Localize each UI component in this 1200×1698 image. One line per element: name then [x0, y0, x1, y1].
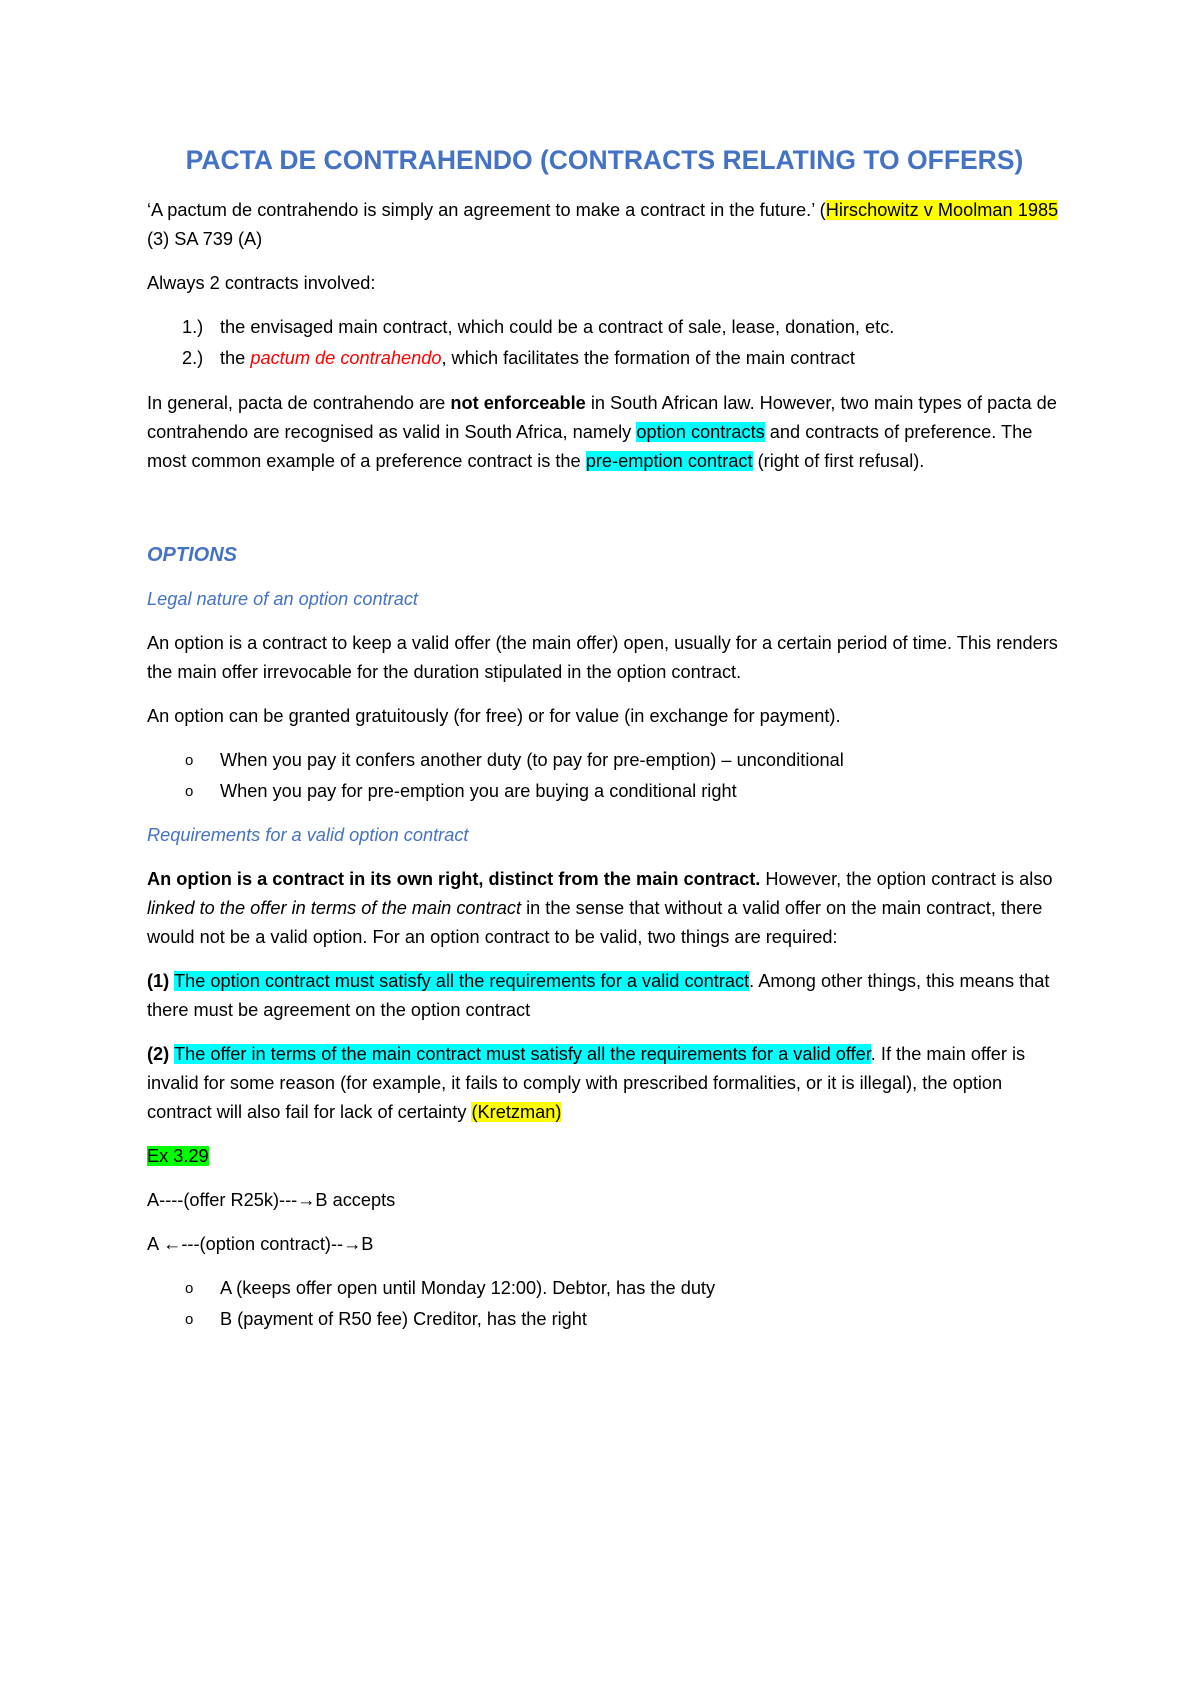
- pre-emption-highlight: pre-emption contract: [585, 451, 753, 471]
- list-item: [147, 745, 1062, 776]
- requirement-2-highlight: The offer in terms of the main contract must satisfy all the requirements for a valid offer: [173, 1044, 871, 1064]
- case-citation-highlight: Hirschowitz v Moolman 1985: [825, 200, 1059, 220]
- bullet-text: When you pay for pre-emption you are buying a conditional right: [220, 781, 737, 801]
- general-text-4: (right of first refusal).: [752, 451, 925, 471]
- example-label-paragraph: [147, 1142, 1062, 1171]
- legal-nature-paragraph-1: An option is a contract to keep a valid offer (the main offer) open, usually for a certain period of time. This renders the main offer irrevocable for the duration stipulated in the option contract.: [147, 633, 1058, 682]
- requirements-paragraph: [147, 865, 1062, 952]
- requirements-text-2: in the sense that without a valid offer on the main contract, there would not be a valid option. For an option contract to be valid, two things are required:: [147, 898, 1043, 947]
- document-content: [147, 140, 1062, 1335]
- general-text: In general, pacta de contrahendo are: [147, 393, 451, 413]
- always-paragraph: Always 2 contracts involved:: [147, 273, 376, 293]
- legal-nature-paragraph-2: An option can be granted gratuitously (for free) or for value (in exchange for payment).: [147, 706, 841, 726]
- payment-bullets: [147, 745, 1062, 807]
- intro-quote: ‘A pactum de contrahendo is simply an agreement to make a contract in the future.’ (: [147, 200, 826, 220]
- requirements-text: However, the option contract is also: [760, 869, 1053, 889]
- requirement-2: [147, 1040, 1062, 1127]
- bullet-icon: o: [185, 752, 194, 769]
- list-item: [147, 312, 1062, 343]
- bullet-text: When you pay it confers another duty (to pay for pre-emption) – unconditional: [220, 750, 844, 770]
- bullet-icon: o: [185, 783, 194, 800]
- list-item: [147, 343, 1062, 374]
- requirement-number: (1): [147, 971, 170, 991]
- list-item: [147, 1273, 1062, 1304]
- page-title: PACTA DE CONTRAHENDO (CONTRACTS RELATING TO OFFERS): [185, 145, 1024, 175]
- options-heading: OPTIONS: [147, 544, 238, 566]
- not-enforceable-bold: not enforceable: [450, 393, 586, 413]
- example-line-1: A----(offer R25k)---→B accepts: [147, 1190, 396, 1210]
- intro-citation: (3) SA 739 (A): [147, 229, 263, 249]
- requirements-heading: Requirements for a valid option contract: [147, 825, 469, 845]
- bullet-icon: o: [185, 1280, 194, 1297]
- list-item-text-rest: , which facilitates the formation of the main contract: [441, 348, 855, 368]
- general-paragraph: [147, 389, 1062, 476]
- list-number: 2.): [182, 348, 204, 368]
- requirement-1-highlight: The option contract must satisfy all the requirements for a valid contract: [173, 971, 750, 991]
- requirement-number: (2): [147, 1044, 170, 1064]
- legal-nature-heading: Legal nature of an option contract: [147, 589, 418, 609]
- list-item-text: the envisaged main contract, which could be a contract of sale, lease, donation, etc.: [220, 317, 895, 337]
- requirements-bold: An option is a contract in its own right, distinct from the main contract.: [147, 869, 761, 889]
- bullet-text: A (keeps offer open until Monday 12:00). Debtor, has the duty: [220, 1278, 716, 1298]
- general-text-3: and contracts of preference. The most common example of a preference contract is the: [147, 422, 1033, 471]
- list-item-text: the: [220, 348, 251, 368]
- requirement-1-text: . Among other things, this means that there must be agreement on the option contract: [147, 971, 1050, 1020]
- bullet-icon: o: [185, 1311, 194, 1328]
- requirements-italic: linked to the offer in terms of the main contract: [147, 898, 522, 918]
- contracts-list: [147, 312, 1062, 374]
- list-item: [147, 776, 1062, 807]
- requirement-1: [147, 967, 1062, 1025]
- example-label: Ex 3.29: [147, 1146, 209, 1166]
- pactum-emphasis: pactum de contrahendo: [250, 348, 442, 368]
- general-text-2: in South African law. However, two main types of pacta de contrahendo are recognised as valid in South Africa, namely: [147, 393, 1057, 442]
- example-bullets: [147, 1273, 1062, 1335]
- option-contracts-highlight: option contracts: [636, 422, 765, 442]
- requirement-2-text: . If the main offer is invalid for some reason (for example, it fails to comply with prescribed formalities, or it is illegal), the option contract will also fail for lack of certainty: [147, 1044, 1026, 1122]
- list-item: [147, 1304, 1062, 1335]
- list-number: 1.): [182, 317, 204, 337]
- kretzman-highlight: (Kretzman): [471, 1102, 562, 1122]
- bullet-text: B (payment of R50 fee) Creditor, has the right: [220, 1309, 587, 1329]
- example-line-2: A ←---(option contract)--→B: [147, 1234, 374, 1254]
- intro-paragraph: [147, 196, 1062, 254]
